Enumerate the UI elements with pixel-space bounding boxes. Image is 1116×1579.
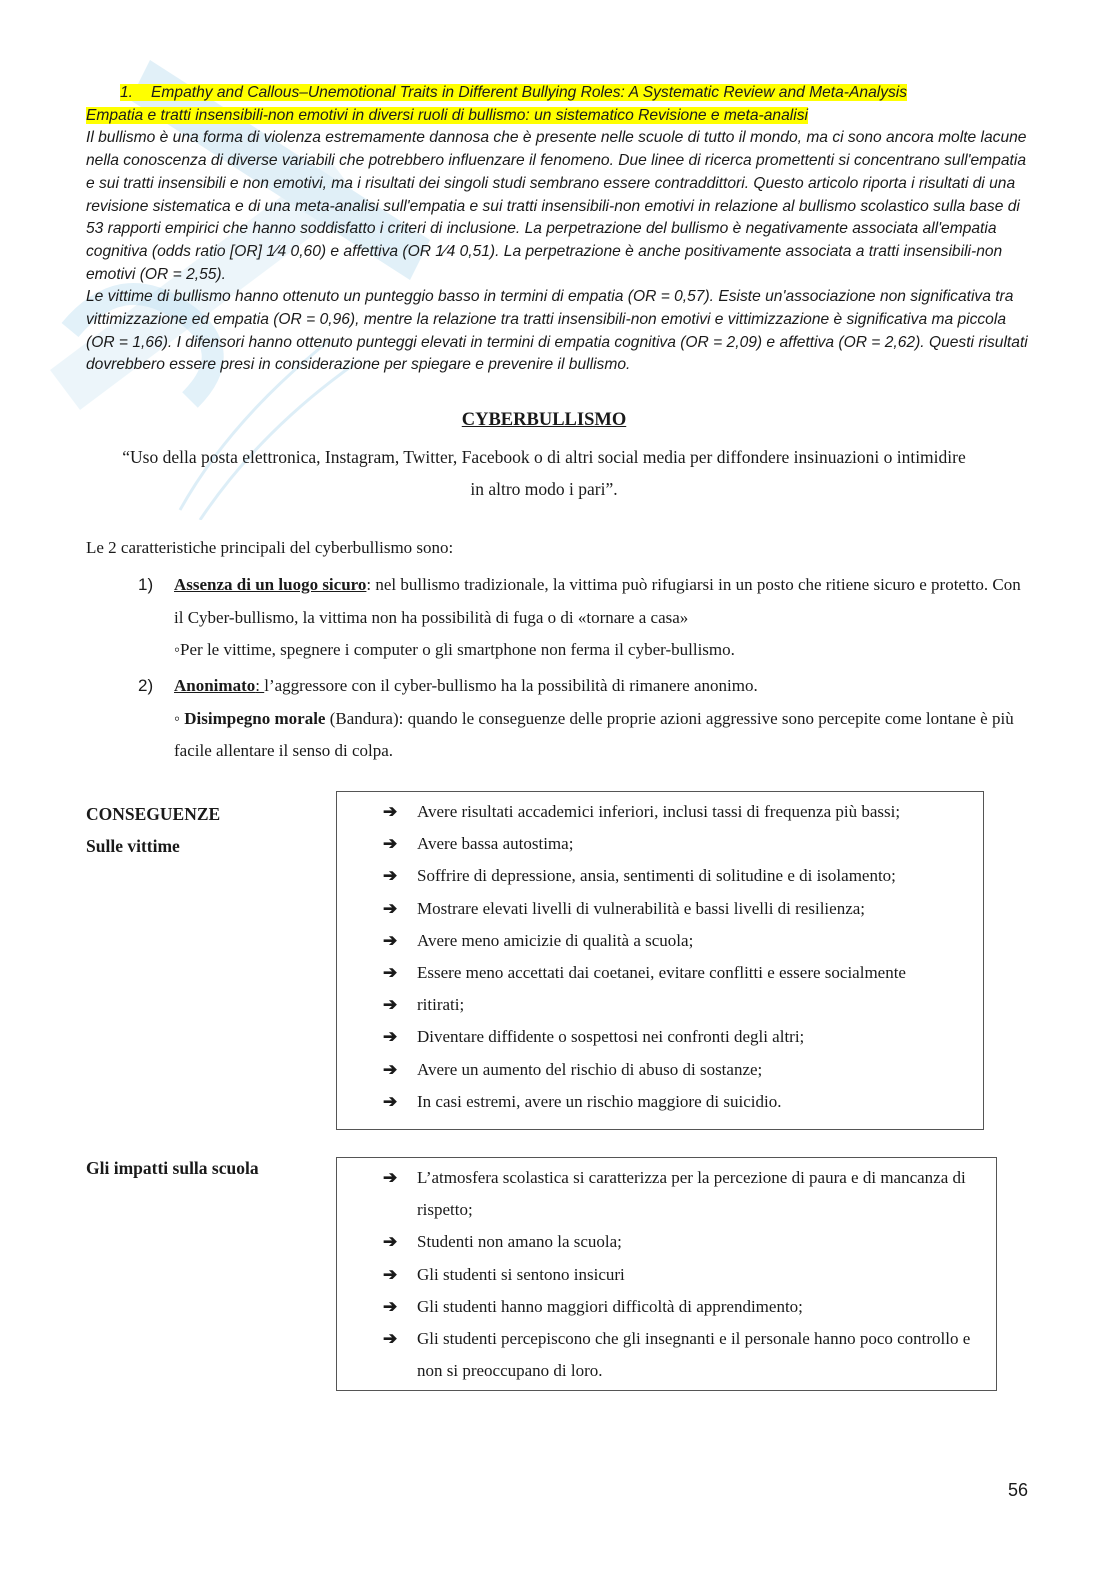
feature-number: 2)	[138, 676, 154, 695]
arrow-right-icon: ➔	[383, 1027, 398, 1047]
arrow-right-icon: ➔	[383, 1232, 398, 1252]
arrow-right-icon: ➔	[383, 963, 398, 983]
list-item	[337, 860, 983, 892]
arrow-right-icon: ➔	[383, 1329, 398, 1349]
abstract-paragraph-2: Le vittime di bullismo hanno ottenuto un punteggio basso in termini di empatia (OR = 0,57). Esiste un'associazione non significativa tra vittimizzazione ed empatia (OR = 0,96), mentre la relazione tra tratti insensibili-non emotivi e vittimizzazione è significativa ma piccola (OR = 1,66). I difensori hanno ottenuto punteggi elevati in termini di empatia cognitiva (OR = 2,09) e affettiva (OR = 2,62). Questi risultati dovrebbero essere presi in considerazione per spiegare e prevenire il bullismo.	[86, 288, 1028, 374]
list-item	[337, 1162, 996, 1226]
list-item	[337, 925, 983, 957]
feature-item: 1) Assenza di un luogo sicuro: nel bullismo tradizionale, la vittima può rifugiarsi in un posto che ritiene sicuro e protetto. Con il Cyber-bullismo, la vittima non ha possibilità di fuga o di «tornare a casa» ◦Per le vittime, spegnere i computer o gli smartphone non ferma il cyber-bullismo.	[138, 569, 1033, 667]
article-title-it: Empatia e tratti insensibili-non emotivi in diversi ruoli di bullismo: un sistematico Revisione e meta-analisi	[86, 106, 808, 124]
article-title-en: 1. Empathy and Callous–Unemotional Traits in Different Bullying Roles: A Systematic Review and Meta-Analysis	[120, 84, 908, 101]
section-title: CYBERBULLISMO	[461, 410, 627, 430]
list-item-text: Avere risultati accademici inferiori, inclusi tassi di frequenza più bassi;	[417, 802, 901, 821]
list-item-text: Diventare diffidente o sospettosi nei confronti degli altri;	[417, 1027, 805, 1047]
feature-item: 2) Anonimato: l’aggressore con il cyber-bullismo ha la possibilità di rimanere anonimo. ◦ Disimpegno morale (Bandura): quando le conseguenze delle proprie azioni aggressive sono percepite come lontane è più facile allentare il senso di colpa.	[138, 670, 1033, 768]
list-item-text: Avere un aumento del rischio di abuso di sostanze;	[417, 1059, 763, 1079]
list-item-text: Studenti non amano la scuola;	[417, 1232, 622, 1252]
page-number: 56	[1007, 1480, 1028, 1500]
list-item	[337, 893, 983, 925]
feature-sub: ◦ Disimpegno morale (Bandura): quando le conseguenze delle proprie azioni aggressive sono percepite come lontane è più facile allentare il senso di colpa.	[174, 708, 1014, 760]
list-item	[337, 1054, 983, 1086]
list-item-text: L’atmosfera scolastica si caratterizza per la percezione di paura e di mancanza di rispetto;	[417, 1168, 966, 1220]
definition-quote: “Uso della posta elettronica, Instagram, Twitter, Facebook o di altri social media per diffondere insinuazioni o intimidire in altro modo i pari”.	[122, 447, 966, 499]
list-item	[337, 1086, 983, 1118]
list-item-text: Soffrire di depressione, ansia, sentimenti di solitudine e di isolamento;	[417, 866, 896, 886]
arrow-right-icon: ➔	[383, 1296, 398, 1316]
victims-box	[336, 791, 984, 1130]
list-item	[337, 1323, 996, 1387]
list-item	[337, 957, 983, 989]
list-item	[337, 828, 983, 860]
arrow-right-icon: ➔	[383, 930, 398, 950]
arrow-right-icon: ➔	[383, 1091, 398, 1111]
victims-label: Sulle vittime	[86, 836, 180, 856]
feature-term: Anonimato	[174, 676, 256, 695]
abstract-paragraph-1: Il bullismo è una forma di violenza estremamente dannosa che è presente nelle scuole di tutto il mondo, ma ci sono ancora molte lacune nella conoscenza di diverse variabili che potrebbero influenzare il fenomeno. Due linee di ricerca promettenti si concentrano sull'empatia e sui tratti insensibili e non emotivi, ma i risultati dei singoli studi sembrano essere contraddittori. Questo articolo riporta i risultati di una revisione sistematica e di una meta-analisi sull'empatia e sui tratti insensibili-non emotivi in relazione al bullismo scolastico sulla base di 53 rapporti empirici che hanno soddisfatto i criteri di inclusione. La perpetrazione del bullismo è negativamente associata all'empatia cognitiva (odds ratio [OR] 1⁄4 0,60) e affettiva (OR 1⁄4 0,51). La perpetrazione è anche positivamente associata a tratti insensibili-non emotivi (OR = 2,55).	[86, 129, 1027, 283]
list-item	[337, 1259, 996, 1291]
list-item-text: Avere meno amicizie di qualità a scuola;	[417, 930, 694, 950]
arrow-right-icon: ➔	[383, 1059, 398, 1079]
school-box	[336, 1157, 997, 1391]
list-item-text: In casi estremi, avere un rischio maggiore di suicidio.	[417, 1091, 782, 1111]
arrow-right-icon: ➔	[383, 1168, 398, 1187]
arrow-right-icon: ➔	[383, 898, 398, 918]
victims-list	[337, 796, 983, 1118]
list-item	[337, 989, 983, 1021]
arrow-right-icon: ➔	[383, 995, 398, 1015]
list-item	[337, 1021, 983, 1053]
features-intro: Le 2 caratteristiche principali del cyberbullismo sono:	[86, 538, 454, 557]
arrow-right-icon: ➔	[383, 1264, 398, 1284]
list-item-text: Gli studenti percepiscono che gli insegnanti e il personale hanno poco controllo e non si preoccupano di loro.	[417, 1329, 971, 1381]
list-item-text: Essere meno accettati dai coetanei, evitare conflitti e essere socialmente	[417, 963, 906, 983]
list-item	[337, 1291, 996, 1323]
list-item-text: Mostrare elevati livelli di vulnerabilità e bassi livelli di resilienza;	[417, 898, 866, 918]
list-item-text: Gli studenti hanno maggiori difficoltà di apprendimento;	[417, 1296, 803, 1316]
article-number: 1.	[120, 84, 134, 101]
arrow-right-icon: ➔	[383, 802, 398, 821]
feature-number: 1)	[138, 575, 154, 594]
list-item-text: ritirati;	[417, 995, 465, 1015]
list-item	[337, 1226, 996, 1258]
school-label: Gli impatti sulla scuola	[86, 1158, 259, 1178]
consequences-heading: CONSEGUENZE	[86, 804, 221, 824]
list-item-text: Gli studenti si sentono insicuri	[417, 1264, 625, 1284]
arrow-right-icon: ➔	[383, 866, 398, 886]
arrow-right-icon: ➔	[383, 834, 398, 854]
list-item	[337, 796, 983, 828]
feature-sub: ◦Per le vittime, spegnere i computer o gli smartphone non ferma il cyber-bullismo.	[174, 640, 735, 659]
article-summary	[86, 82, 1031, 377]
feature-term: Assenza di un luogo sicuro	[174, 575, 367, 594]
school-list	[337, 1162, 996, 1387]
list-item-text: Avere bassa autostima;	[417, 834, 574, 854]
